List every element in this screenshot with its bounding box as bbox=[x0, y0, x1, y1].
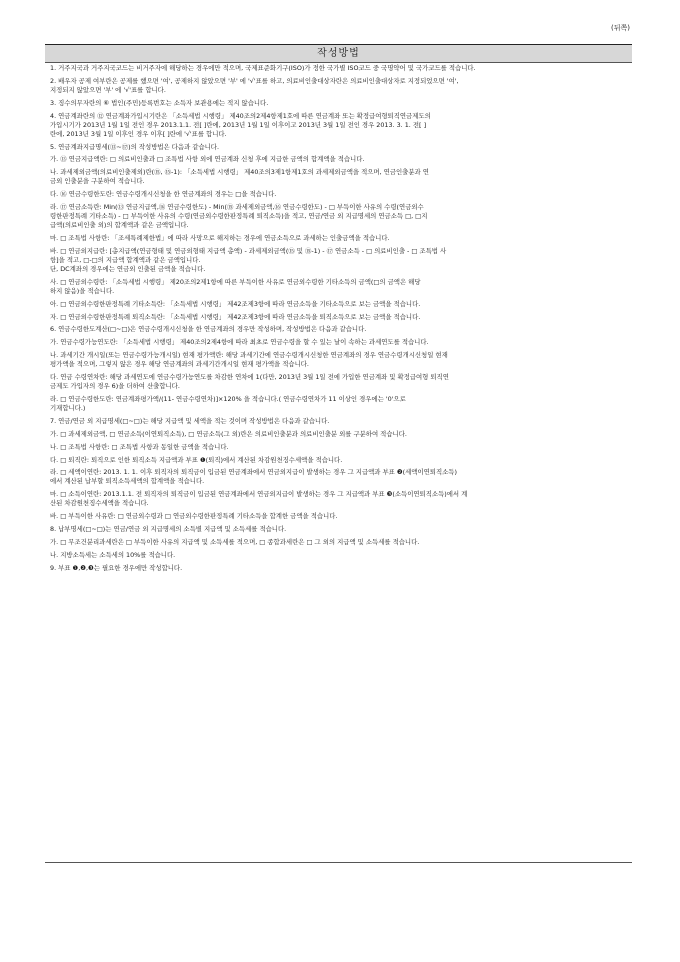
instruction-line: 나. 지방소득세는 소득세의 10%를 적습니다. bbox=[50, 550, 176, 559]
instruction-item bbox=[50, 247, 630, 274]
instruction-item bbox=[50, 351, 630, 369]
instruction-item bbox=[50, 395, 630, 413]
instruction-line: 라. □ 세액이연란: 2013. 1. 1. 이후 퇴직자의 퇴직금이 입금된 연금계좌에서 연금외지급이 발생하는 경우 그 지급액과 부표 ❷(세액이연퇴직소득) bbox=[50, 468, 457, 477]
instruction-line: 나. 과세기간 개시일(또는 연금수령가능개시일) 현재 평가액란: 해당 과세기간에 연금수령개시신청한 연금계좌의 경우 연금수령개시신청일 현재 bbox=[50, 351, 448, 360]
instruction-item bbox=[50, 143, 630, 152]
instruction-item bbox=[50, 512, 630, 521]
instruction-item bbox=[50, 99, 630, 108]
instruction-item bbox=[50, 168, 630, 186]
instruction-line: 평가액을 적으며, 그렇지 않은 경우 해당 연금계좌의 과세기간개시일 현재 평가액을 적습니다. bbox=[50, 360, 309, 369]
instruction-line: 항]을 적고, □-□의 지급액 합계액과 같은 금액입니다. bbox=[50, 255, 201, 264]
instruction-item bbox=[50, 525, 630, 534]
instruction-line: 마. □ 조특법 사항란: 「조세특례제한법」에 따라 사망으로 해지하는 경우에 연금소득으로 과세하는 인출금액을 적습니다. bbox=[50, 234, 390, 243]
instruction-item bbox=[50, 190, 630, 199]
page-title: 작성방법 bbox=[317, 48, 360, 59]
instruction-line: 바. □ 연금외지급란: [총지급액(연금형태 및 연금외형태 지급액 총액) - 과세제외금액(⑮ 및 ⑮-1) - ⑰ 연금소득 - □ 의료비인출 - □ 조특법 사 bbox=[50, 246, 447, 255]
bottom-divider bbox=[45, 862, 632, 863]
instruction-item bbox=[50, 468, 630, 486]
instruction-line: 아. □ 연금외수령한판정특례 기타소득란: 「소득세법 시행령」 제42조제3항에 따라 연금소득을 기타소득으로 보는 금액을 적습니다. bbox=[50, 299, 421, 308]
instruction-item bbox=[50, 490, 630, 508]
instruction-item bbox=[50, 338, 630, 347]
instruction-line: 4. 연금계좌란의 ⑫ 연금계좌가입시기란은 「소득세법 시행령」 제40조의2제4항제1호에 따른 연금계좌 또는 확정급여형퇴직연금제도의 bbox=[50, 111, 431, 120]
instruction-line: 단, DC계좌의 경우에는 연금외 인출된 금액을 적습니다. bbox=[50, 264, 206, 273]
instruction-item bbox=[50, 313, 630, 322]
instruction-line: 자. □ 연금외수령한판정특례 퇴직소득란: 「소득세법 시행령」 제42조제3항에 따라 연금소득을 퇴직소득으로 보는 금액을 적습니다. bbox=[50, 312, 421, 321]
instruction-line: 지정되지 않았으면 '부' 에 '√'표를 합니다. bbox=[50, 85, 166, 94]
instruction-item bbox=[50, 373, 630, 391]
instruction-line: 5. 연금계좌지급명세(⑬~⑰)의 작성방법은 다음과 같습니다. bbox=[50, 142, 220, 151]
instruction-item bbox=[50, 300, 630, 309]
instruction-item bbox=[50, 538, 630, 547]
instruction-line: 7. 연금/연금 외 지급명세(□~□)는 해당 지급액 및 세액을 적는 것이며 작성방법은 다음과 같습니다. bbox=[50, 416, 330, 425]
instruction-line: 산된 차감원천징수세액을 적습니다. bbox=[50, 499, 149, 508]
instruction-line: 8. 납부명세(□~□)는 연금/연금 외 지급명세의 소득별 지급액 및 소득세를 적습니다. bbox=[50, 525, 287, 534]
instruction-line: 바. □ 부득이한 사유란: □ 연금외수령과 □ 연금외수령한판정특례 기타소득을 합계한 금액을 적습니다. bbox=[50, 512, 338, 521]
instructions-list bbox=[50, 64, 630, 577]
instruction-line: 나. □ 조특법 사항란: □ 조특법 사항과 동일한 금액을 적습니다. bbox=[50, 442, 229, 451]
instruction-item bbox=[50, 234, 630, 243]
instruction-item bbox=[50, 430, 630, 439]
instruction-line: 6. 연금수령한도계산(□~□)은 연금수령개시신청을 한 연금계좌의 경우만 작성하며, 작성방법은 다음과 같습니다. bbox=[50, 325, 367, 334]
instruction-line: 사. □ 연금외수령란: 「소득세법 시행령」 제20조의2제1항에 따른 부득이한 사유로 연금외수령한 기타소득의 금액(□의 금액은 해당 bbox=[50, 277, 421, 286]
instruction-line: 나. 과세제외금액(의료비인출제외)란(⑮, ⑮-1): 「소득세법 시행령」 제40조의3제1항제1호의 과세제외금액을 적으며, 연금인출분과 연 bbox=[50, 168, 429, 177]
instruction-line: 가. □ 무조건분리과세란은 □ 부득이한 사유의 지급액 및 소득세를 적으며, □ 종합과세란은 □ 그 외의 지급액 및 소득세를 적습니다. bbox=[50, 538, 420, 547]
instruction-item bbox=[50, 77, 630, 95]
instruction-line: 가입시기가 2013년 1월 1일 전인 경우 2013.1.1. 전[ ]란에, 2013년 1월 1일 이후이고 2013년 3월 1일 전인 경우 2013. 3. 1. 전[ ] bbox=[50, 120, 427, 129]
instruction-line: 2. 배우자 공제 여부란은 공제를 했으면 '여', 공제하지 않았으면 '부' 에 '√'표를 하고, 의료비인출대상자란은 의료비인출대상자로 지정되었으면 '여', bbox=[50, 76, 459, 85]
instruction-line: 다. 연금 수령연차란: 해당 과세연도에 연금수령가능연도를 차감한 연차에 1(다만, 2013년 3월 1일 전에 가입한 연금계좌 및 확정급여형 퇴직연 bbox=[50, 373, 449, 382]
instruction-line: 가. 연금수령가능연도란: 「소득세법 시행령」 제40조의2제4항에 따라 최초로 연금수령을 할 수 있는 날이 속하는 과세연도를 적습니다. bbox=[50, 338, 429, 347]
instruction-item bbox=[50, 417, 630, 426]
instruction-line: 금제도 가입자의 경우 6)을 더하여 산출합니다. bbox=[50, 382, 180, 391]
instruction-item bbox=[50, 203, 630, 230]
instruction-item bbox=[50, 456, 630, 465]
instruction-line: 가. □ 과세제외금액, □ 연금소득(이연퇴직소득), □ 연금소득(그 외)란은 의료비인출분과 의료비인출분 외를 구분하여 적습니다. bbox=[50, 429, 407, 438]
instruction-line: 금외 인출분을 구분하여 적습니다. bbox=[50, 177, 145, 186]
instruction-line: 9. 부표 ❶,❷,❸는 필요한 경우에만 작성합니다. bbox=[50, 563, 183, 572]
instruction-line: 다. □ 퇴직란: 퇴직으로 인한 퇴직소득 지급액과 부표 ❶(퇴직)에서 계산된 차감원천징수세액을 적습니다. bbox=[50, 455, 343, 464]
instruction-item bbox=[50, 155, 630, 164]
instruction-item bbox=[50, 112, 630, 139]
instruction-line: 다. ⑯ 연금수령한도란: 연금수령개시신청을 한 연금계좌의 경우는 □을 적습니다. bbox=[50, 190, 277, 199]
instruction-item bbox=[50, 278, 630, 296]
instruction-line: 가. ⑬ 연금지급액란: □ 의료비인출과 □ 조특법 사항 외에 연금계좌 신청 후에 지급한 금액의 합계액을 적습니다. bbox=[50, 155, 365, 164]
instruction-item bbox=[50, 325, 630, 334]
instruction-line: 하지 않음)을 적습니다. bbox=[50, 286, 115, 295]
instruction-item bbox=[50, 551, 630, 560]
instruction-line: 라. □ 연금수령한도란: 연금계좌평가액/(11- 연금수령연차)]×120% 을 적습니다.( 연금수령연차가 11 이상인 경우에는 '0'으로 bbox=[50, 395, 406, 404]
instruction-line: 라. ⑰ 연금소득란: Min(⑬ 연금지급액,⑯ 연금수령한도) - Min(⑮ 과세제외금액,⑯ 연금수령한도) - □ 부득이한 사유의 수령(연금외수 bbox=[50, 203, 424, 212]
instruction-line: 급액(의료비인출 외)의 합계액과 같은 금액입니다. bbox=[50, 221, 189, 230]
instruction-line: 1. 거주지국과 거주지국코드는 비거주자에 해당하는 경우에만 적으며, 국제표준화기구(ISO)가 정한 국가별 ISO코드 중 국명약어 및 국가코드를 적습니다. bbox=[50, 64, 476, 72]
instruction-item bbox=[50, 564, 630, 573]
instruction-line: 란에, 2013년 3월 1일 이후인 경우 이후[ ]란에 '√'표를 합니다. bbox=[50, 129, 227, 138]
instruction-line: 령한판정특례 기타소득) - □ 부득이한 사유의 수령(연금외수령한판정특례 퇴직소득)을 적고, 연금/연금 외 지급명세의 연금소득 □, □지 bbox=[50, 212, 428, 221]
instruction-item bbox=[50, 64, 630, 73]
instruction-line: 마. □ 소득이연란: 2013.1.1. 전 퇴직자의 퇴직금이 입금된 연금계좌에서 연금외지급이 발생하는 경우 그 지급액과 부표 ❸(소득이연퇴직소득)에서 계 bbox=[50, 490, 468, 499]
title-bar bbox=[45, 44, 632, 63]
instruction-line: 기재합니다.) bbox=[50, 404, 86, 413]
instruction-line: 3. 징수의무자란의 ⑥ 법인(주민)등록번호는 소득자 보관용에는 적지 않습니다. bbox=[50, 98, 269, 107]
instruction-item bbox=[50, 443, 630, 452]
page-side-note: (뒤쪽) bbox=[611, 24, 630, 32]
instruction-line: 에서 계산된 납부할 퇴직소득세액의 합계액을 적습니다. bbox=[50, 477, 205, 486]
